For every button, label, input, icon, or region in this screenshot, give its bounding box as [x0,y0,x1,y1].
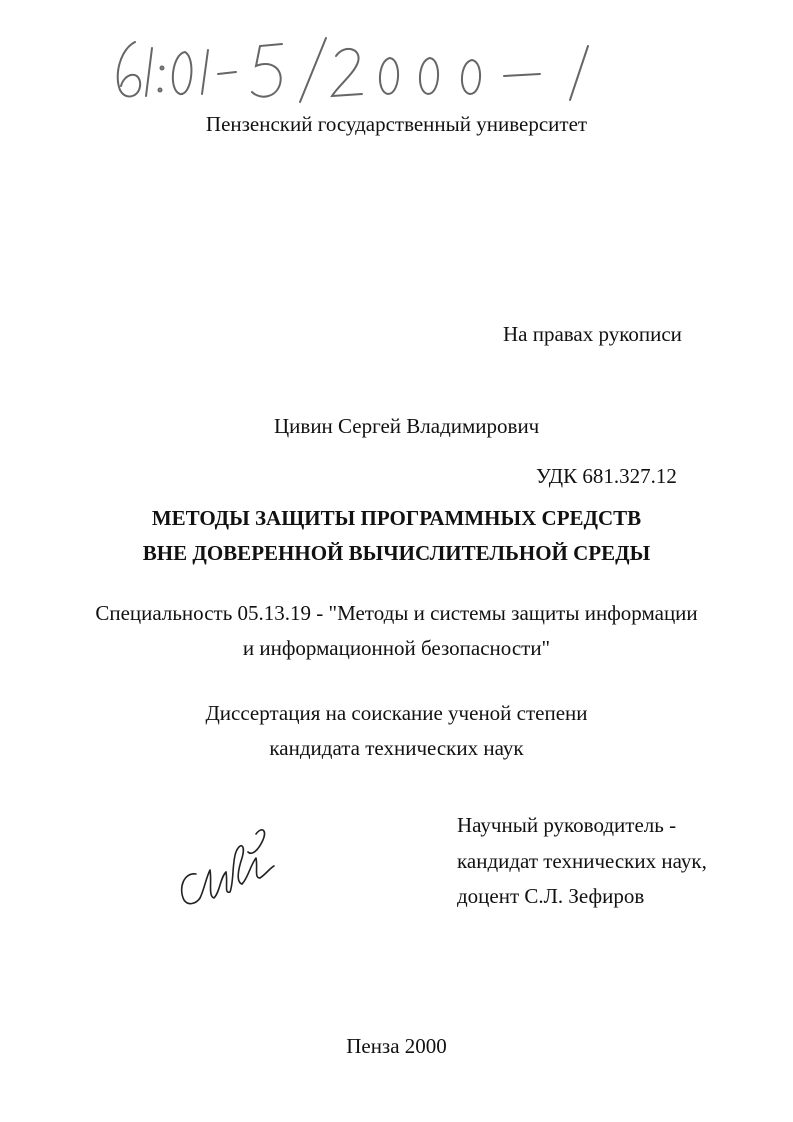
supervisor-line-1: Научный руководитель - [457,813,677,837]
degree-line-2: кандидата технических наук [269,736,524,760]
handwritten-archive-code [100,30,620,110]
supervisor-line-3: доцент С.Л. Зефиров [457,884,645,908]
udc-code: УДК 681.327.12 [536,464,677,488]
specialty-line-2: и информационной безопасности" [242,636,551,660]
supervisor-line-2: кандидат технических наук, [457,849,707,873]
city-year: Пенза 2000 [346,1034,447,1058]
author-signature [170,812,280,912]
dissertation-title-line-2: ВНЕ ДОВЕРЕННОЙ ВЫЧИСЛИТЕЛЬНОЙ СРЕДЫ [142,541,651,565]
author-name: Цивин Сергей Владимирович [274,414,540,438]
manuscript-rights-note: На правах рукописи [503,322,682,346]
dissertation-title-line-1: МЕТОДЫ ЗАЩИТЫ ПРОГРАММНЫХ СРЕДСТВ [151,506,642,530]
university-name: Пензенский государственный университет [205,112,588,136]
degree-line-1: Диссертация на соискание ученой степени [205,701,588,725]
specialty-line-1: Специальность 05.13.19 - "Методы и системы защиты информации [95,601,698,625]
